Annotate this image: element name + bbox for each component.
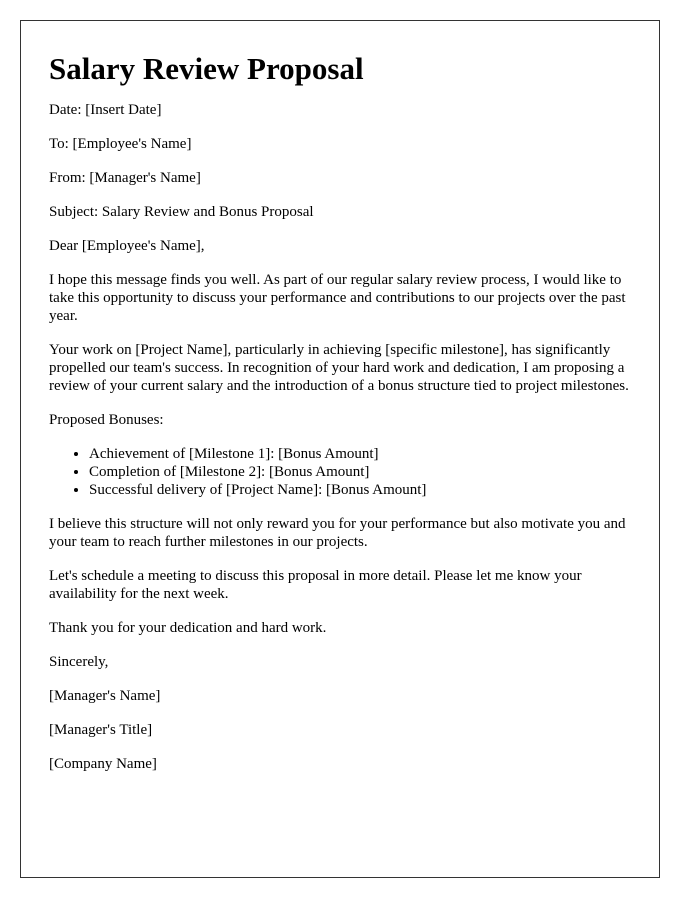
letter-title: Salary Review Proposal (49, 51, 364, 86)
body-paragraph-meeting: Let's schedule a meeting to discuss this proposal in more detail. Please let me know your availability for the next week. (49, 568, 582, 602)
bonus-list (49, 445, 631, 499)
signature-company: [Company Name] (49, 756, 157, 772)
signature-title: [Manager's Title] (49, 722, 153, 738)
bonus-item: • Successful delivery of [Project Name]: [Bonus Amount] (89, 481, 631, 499)
bonus-item: • Completion of [Milestone 2]: [Bonus Amount] (89, 463, 631, 481)
salutation: Dear [Employee's Name], (49, 238, 205, 254)
closing: Sincerely, (49, 654, 109, 670)
subject-line: Subject: Salary Review and Bonus Proposal (49, 204, 314, 220)
bonuses-heading: Proposed Bonuses: (49, 412, 164, 428)
bonus-item: • Achievement of [Milestone 1]: [Bonus Amount] (89, 445, 631, 463)
body-paragraph-intro: I hope this message finds you well. As part of our regular salary review process, I would like to take this opportunity to discuss your performance and contributions to our projects over the past year. (49, 272, 626, 324)
letter-page (20, 20, 660, 878)
from-line: From: [Manager's Name] (49, 170, 201, 186)
body-paragraph-recognition: Your work on [Project Name], particularly in achieving [specific milestone], has significantly propelled our team's success. In recognition of your hard work and dedication, I am proposing a review of your current salary and the introduction of a bonus structure tied to project milestones. (49, 342, 629, 394)
signature-name: [Manager's Name] (49, 688, 161, 704)
to-line: To: [Employee's Name] (49, 136, 192, 152)
body-paragraph-motivation: I believe this structure will not only reward you for your performance but also motivate you and your team to reach further milestones in our projects. (49, 516, 626, 550)
body-paragraph-thanks: Thank you for your dedication and hard work. (49, 620, 327, 636)
date-line: Date: [Insert Date] (49, 102, 162, 118)
